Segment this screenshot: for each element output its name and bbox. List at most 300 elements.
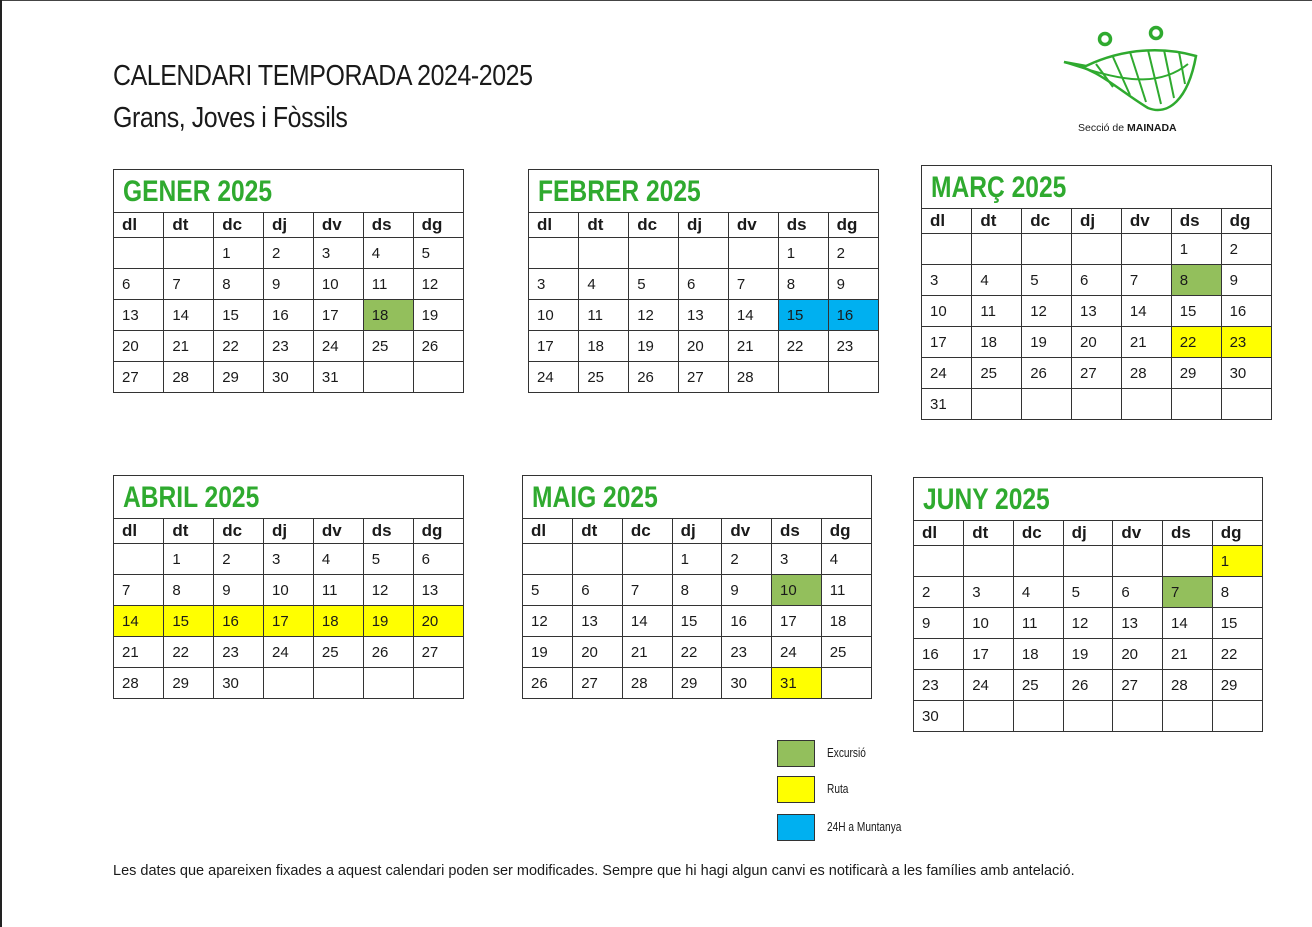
weekday-header-row [914,521,1262,546]
day-cell: 23 [214,637,264,668]
day-cell: 26 [1063,670,1113,701]
day-cell: 17 [264,606,314,637]
page-border-top [0,0,1312,1]
day-cell: 23 [264,331,314,362]
weekday-header: ds [363,519,413,544]
empty-day-cell [413,668,463,699]
day-cell: 26 [523,668,573,699]
legend-label: 24H a Muntanya [827,819,902,834]
weekday-header: ds [772,519,822,544]
day-cell: 14 [1121,296,1171,327]
calendar-grid [922,209,1271,419]
day-cell: 18 [313,606,363,637]
empty-day-cell [573,544,623,575]
week-row [523,668,871,699]
month-title [114,476,463,519]
day-cell: 1 [164,544,214,575]
weekday-header: dg [413,519,463,544]
weekday-header: dj [1072,209,1122,234]
footer-note: Les dates que apareixen fixades a aquest calendari poden ser modificades. Sempre que hi hagi algun canvi es notificarà a les famílies amb antelació. [113,863,1075,879]
weekday-header: dl [114,213,164,238]
day-cell: 9 [722,575,772,606]
week-row [914,670,1262,701]
day-cell: 7 [1163,577,1213,608]
weekday-header: dt [964,521,1014,546]
week-row [922,265,1271,296]
day-cell: 27 [573,668,623,699]
day-cell: 2 [1221,234,1271,265]
empty-day-cell [914,546,964,577]
day-cell: 11 [972,296,1022,327]
day-cell: 2 [914,577,964,608]
day-cell: 29 [672,668,722,699]
weekday-header: dt [164,213,214,238]
weekday-header: dc [629,213,679,238]
day-cell: 2 [722,544,772,575]
page-title: CALENDARI TEMPORADA 2024-2025 [113,60,533,92]
day-cell: 28 [164,362,214,393]
day-cell: 7 [622,575,672,606]
day-cell: 16 [914,639,964,670]
week-row [114,544,463,575]
empty-day-cell [1013,546,1063,577]
empty-day-cell [413,362,463,393]
calendar-maig [522,475,872,699]
day-cell: 21 [164,331,214,362]
week-row [529,238,878,269]
weekday-header: dc [1022,209,1072,234]
weekday-header: dt [573,519,623,544]
empty-day-cell [363,668,413,699]
day-cell: 5 [629,269,679,300]
day-cell: 30 [1221,358,1271,389]
day-cell: 18 [972,327,1022,358]
empty-day-cell [728,238,778,269]
day-cell: 7 [728,269,778,300]
empty-day-cell [529,238,579,269]
weekday-header: dc [214,213,264,238]
month-title-text: GENER 2025 [123,175,273,208]
day-cell: 3 [264,544,314,575]
weekday-header-row [114,519,463,544]
day-cell: 26 [1022,358,1072,389]
day-cell: 11 [579,300,629,331]
day-cell: 16 [214,606,264,637]
month-title-text: FEBRER 2025 [538,175,701,208]
weekday-header: dv [1121,209,1171,234]
week-row [529,269,878,300]
week-row [523,575,871,606]
day-cell: 31 [313,362,363,393]
day-cell: 1 [214,238,264,269]
weekday-header: dg [1212,521,1262,546]
day-cell: 18 [363,300,413,331]
week-row [922,296,1271,327]
logo-text [1078,122,1177,134]
calendar-grid [114,519,463,698]
day-cell: 28 [728,362,778,393]
day-cell: 5 [413,238,463,269]
week-row [114,637,463,668]
day-cell: 8 [214,269,264,300]
day-cell: 25 [972,358,1022,389]
day-cell: 15 [1212,608,1262,639]
empty-day-cell [1063,546,1113,577]
weekday-header: dl [922,209,972,234]
day-cell: 20 [413,606,463,637]
month-title [914,478,1262,521]
week-row [523,637,871,668]
empty-day-cell [1171,389,1221,420]
day-cell: 5 [523,575,573,606]
day-cell: 29 [1212,670,1262,701]
day-cell: 4 [821,544,871,575]
day-cell: 10 [964,608,1014,639]
weekday-header: dl [523,519,573,544]
day-cell: 28 [622,668,672,699]
day-cell: 18 [579,331,629,362]
day-cell: 8 [1171,265,1221,296]
day-cell: 16 [1221,296,1271,327]
weekday-header: ds [1171,209,1221,234]
day-cell: 25 [821,637,871,668]
empty-day-cell [114,238,164,269]
day-cell: 20 [1072,327,1122,358]
day-cell: 25 [363,331,413,362]
day-cell: 24 [922,358,972,389]
weekday-header: dt [579,213,629,238]
month-title-text: MARÇ 2025 [931,171,1067,204]
weekday-header: dc [622,519,672,544]
month-title [922,166,1271,209]
legend-label: Excursió [827,745,866,760]
day-cell: 12 [363,575,413,606]
day-cell: 5 [1063,577,1113,608]
week-row [922,389,1271,420]
empty-day-cell [972,234,1022,265]
weekday-header: dj [264,519,314,544]
day-cell: 23 [828,331,878,362]
month-title [114,170,463,213]
empty-day-cell [778,362,828,393]
day-cell: 7 [164,269,214,300]
week-row [922,234,1271,265]
empty-day-cell [1063,701,1113,732]
day-cell: 12 [629,300,679,331]
empty-day-cell [964,546,1014,577]
day-cell: 15 [214,300,264,331]
day-cell: 24 [313,331,363,362]
day-cell: 22 [778,331,828,362]
day-cell: 16 [722,606,772,637]
day-cell: 20 [573,637,623,668]
page-border-left [0,0,2,927]
weekday-header-row [922,209,1271,234]
day-cell: 13 [573,606,623,637]
empty-day-cell [579,238,629,269]
weekday-header: dv [1113,521,1163,546]
day-cell: 12 [1063,608,1113,639]
empty-day-cell [1121,234,1171,265]
empty-day-cell [1163,701,1213,732]
day-cell: 22 [1171,327,1221,358]
empty-day-cell [164,238,214,269]
day-cell: 6 [573,575,623,606]
week-row [523,544,871,575]
calendar-grid [523,519,871,698]
day-cell: 17 [529,331,579,362]
weekday-header: dj [1063,521,1113,546]
empty-day-cell [972,389,1022,420]
day-cell: 19 [523,637,573,668]
weekday-header: dv [728,213,778,238]
empty-day-cell [828,362,878,393]
day-cell: 19 [1063,639,1113,670]
empty-day-cell [629,238,679,269]
calendar-grid [114,213,463,392]
week-row [914,577,1262,608]
week-row [914,639,1262,670]
day-cell: 14 [622,606,672,637]
day-cell: 17 [964,639,1014,670]
day-cell: 3 [964,577,1014,608]
day-cell: 13 [114,300,164,331]
month-title [529,170,878,213]
day-cell: 6 [679,269,729,300]
day-cell: 22 [672,637,722,668]
day-cell: 24 [529,362,579,393]
week-row [114,362,463,393]
empty-day-cell [523,544,573,575]
day-cell: 26 [363,637,413,668]
day-cell: 17 [313,300,363,331]
day-cell: 9 [214,575,264,606]
week-row [114,238,463,269]
weekday-header: dv [313,213,363,238]
empty-day-cell [1113,546,1163,577]
calendar-gener [113,169,464,393]
day-cell: 7 [114,575,164,606]
day-cell: 3 [529,269,579,300]
day-cell: 6 [1072,265,1122,296]
day-cell: 14 [164,300,214,331]
legend-label: Ruta [827,781,849,796]
day-cell: 13 [1072,296,1122,327]
weekday-header: dv [313,519,363,544]
day-cell: 21 [1121,327,1171,358]
day-cell: 12 [413,269,463,300]
day-cell: 13 [1113,608,1163,639]
day-cell: 24 [772,637,822,668]
day-cell: 15 [164,606,214,637]
empty-day-cell [821,668,871,699]
weekday-header: dl [114,519,164,544]
week-row [114,575,463,606]
legend-swatch-muntanya [777,814,815,841]
day-cell: 4 [579,269,629,300]
week-row [114,668,463,699]
day-cell: 22 [214,331,264,362]
legend-swatch-ruta [777,776,815,803]
empty-day-cell [1212,701,1262,732]
empty-day-cell [363,362,413,393]
day-cell: 31 [772,668,822,699]
empty-day-cell [1022,389,1072,420]
day-cell: 6 [413,544,463,575]
day-cell: 8 [672,575,722,606]
day-cell: 19 [1022,327,1072,358]
day-cell: 16 [828,300,878,331]
empty-day-cell [1072,234,1122,265]
week-row [523,606,871,637]
weekday-header: dl [914,521,964,546]
day-cell: 26 [629,362,679,393]
day-cell: 16 [264,300,314,331]
weekday-header: dg [821,519,871,544]
day-cell: 13 [679,300,729,331]
day-cell: 11 [313,575,363,606]
day-cell: 18 [1013,639,1063,670]
logo [1058,20,1208,140]
day-cell: 27 [1113,670,1163,701]
day-cell: 21 [114,637,164,668]
day-cell: 20 [114,331,164,362]
day-cell: 20 [679,331,729,362]
week-row [922,358,1271,389]
weekday-header-row [523,519,871,544]
day-cell: 5 [363,544,413,575]
day-cell: 30 [914,701,964,732]
day-cell: 11 [1013,608,1063,639]
month-title-text: JUNY 2025 [923,483,1050,516]
week-row [914,608,1262,639]
day-cell: 9 [1221,265,1271,296]
day-cell: 4 [313,544,363,575]
empty-day-cell [1022,234,1072,265]
day-cell: 25 [1013,670,1063,701]
month-title [523,476,871,519]
day-cell: 27 [1072,358,1122,389]
day-cell: 3 [772,544,822,575]
day-cell: 14 [1163,608,1213,639]
day-cell: 23 [722,637,772,668]
day-cell: 12 [523,606,573,637]
day-cell: 14 [114,606,164,637]
day-cell: 29 [164,668,214,699]
page-subtitle: Grans, Joves i Fòssils [113,102,348,134]
day-cell: 8 [778,269,828,300]
day-cell: 17 [922,327,972,358]
calendar-grid [529,213,878,392]
calendar-abril [113,475,464,699]
day-cell: 15 [778,300,828,331]
day-cell: 1 [672,544,722,575]
day-cell: 3 [922,265,972,296]
week-row [114,606,463,637]
week-row [914,546,1262,577]
day-cell: 29 [1171,358,1221,389]
empty-day-cell [679,238,729,269]
week-row [914,701,1262,732]
logo-text-prefix: Secció de [1078,122,1128,134]
week-row [529,362,878,393]
day-cell: 14 [728,300,778,331]
day-cell: 22 [164,637,214,668]
empty-day-cell [264,668,314,699]
day-cell: 23 [914,670,964,701]
calendar-juny [913,477,1263,732]
weekday-header: dj [679,213,729,238]
day-cell: 22 [1212,639,1262,670]
empty-day-cell [1113,701,1163,732]
week-row [114,331,463,362]
day-cell: 19 [363,606,413,637]
day-cell: 15 [672,606,722,637]
weekday-header: dl [529,213,579,238]
day-cell: 9 [828,269,878,300]
day-cell: 9 [914,608,964,639]
day-cell: 19 [413,300,463,331]
empty-day-cell [313,668,363,699]
day-cell: 25 [579,362,629,393]
legend-item-excursio [777,740,937,766]
weekday-header: dt [972,209,1022,234]
day-cell: 1 [778,238,828,269]
logo-text-brand: MAINADA [1127,122,1177,134]
calendar-marc [921,165,1272,420]
weekday-header: dc [214,519,264,544]
day-cell: 18 [821,606,871,637]
day-cell: 10 [772,575,822,606]
month-title-text: MAIG 2025 [532,481,658,514]
empty-day-cell [1221,389,1271,420]
legend-item-ruta [777,776,937,802]
leaf-with-eyes-icon [1058,20,1208,120]
day-cell: 30 [214,668,264,699]
day-cell: 10 [529,300,579,331]
day-cell: 11 [821,575,871,606]
week-row [529,331,878,362]
day-cell: 2 [214,544,264,575]
day-cell: 6 [1113,577,1163,608]
weekday-header: dj [264,213,314,238]
day-cell: 28 [1163,670,1213,701]
day-cell: 26 [413,331,463,362]
day-cell: 21 [622,637,672,668]
empty-day-cell [964,701,1014,732]
day-cell: 4 [972,265,1022,296]
calendar-grid [914,521,1262,731]
day-cell: 20 [1113,639,1163,670]
day-cell: 21 [1163,639,1213,670]
day-cell: 29 [214,362,264,393]
day-cell: 17 [772,606,822,637]
weekday-header: dg [1221,209,1271,234]
week-row [114,300,463,331]
day-cell: 24 [964,670,1014,701]
weekday-header: dv [722,519,772,544]
calendar-febrer [528,169,879,393]
day-cell: 4 [363,238,413,269]
month-title-text: ABRIL 2025 [123,481,260,514]
empty-day-cell [1163,546,1213,577]
day-cell: 1 [1212,546,1262,577]
weekday-header: dg [828,213,878,238]
day-cell: 10 [264,575,314,606]
weekday-header: ds [778,213,828,238]
day-cell: 2 [828,238,878,269]
empty-day-cell [1072,389,1122,420]
